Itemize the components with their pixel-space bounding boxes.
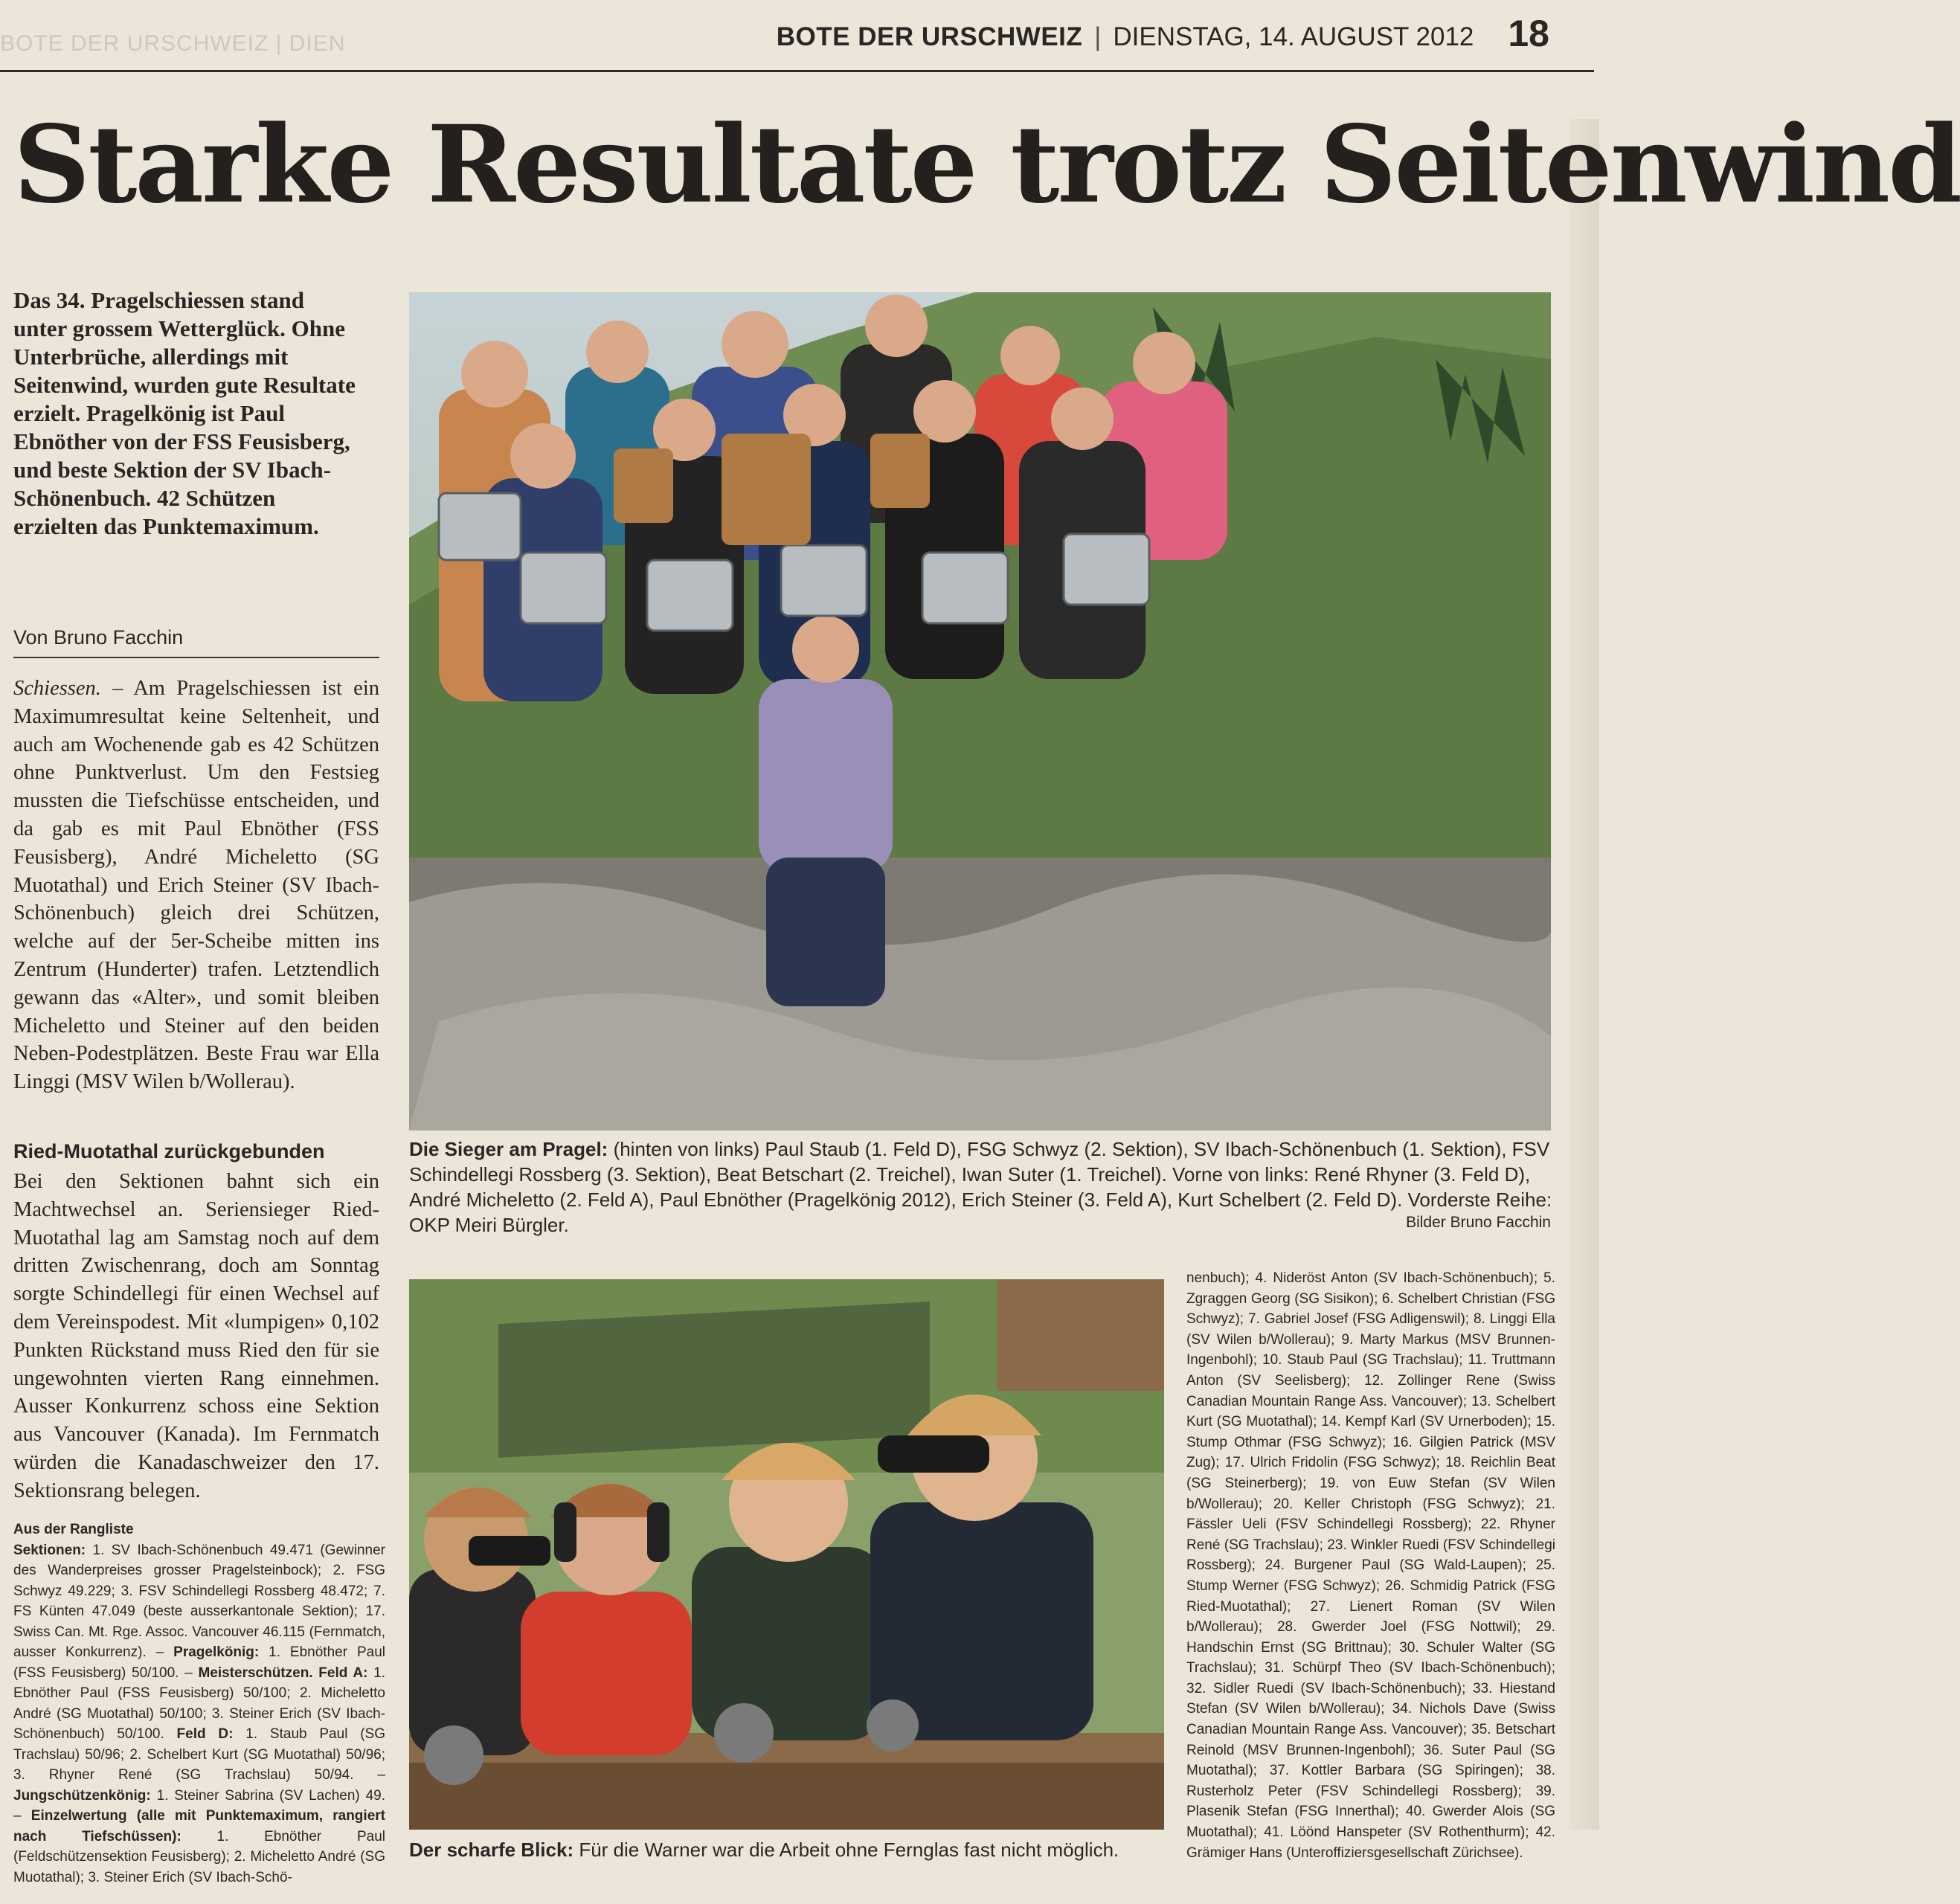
rank-label: Sektionen: (13, 1542, 86, 1558)
caption-lead: Der scharfe Blick: (409, 1839, 574, 1861)
byline-rule (13, 657, 379, 658)
rank-label: Jungschützenkönig: (13, 1787, 151, 1804)
header-rule (0, 70, 1594, 72)
rank-text: 1. Steiner Sabrina (SV Lachen) 49. – (13, 1787, 385, 1824)
dateline-keyword: Schiessen. (13, 677, 101, 700)
rank-text: 1. Ebnöther Paul (FSS Feusisberg) 50/100. – (13, 1644, 386, 1681)
page-header (0, 0, 1594, 68)
intro-paragraph (13, 675, 379, 1096)
spotters-photo-illustration (409, 1279, 1164, 1830)
rank-label: Einzelwertung (alle mit Punktemaximum, rangiert nach Tiefschüssen): (13, 1808, 385, 1844)
photo-credit: Bilder Bruno Facchin (1406, 1214, 1551, 1231)
newspaper-name: BOTE DER URSCHWEIZ (776, 22, 1083, 51)
spotters-photo (409, 1279, 1164, 1830)
rank-label: Pragelkönig: (173, 1644, 260, 1660)
byline: Von Bruno Facchin (13, 626, 184, 649)
rank-text: 1. Staub Paul (SG Trachslau) 50/96; 2. Schelbert Kurt (SG Muotathal) 50/96; 3. Rhyner René (SG Trachslau) 50/94. – (13, 1726, 385, 1783)
winners-photo-illustration (409, 292, 1551, 1130)
masthead (777, 15, 1549, 52)
caption-text: (hinten von links) Paul Staub (1. Feld D), FSG Schwyz (2. Sektion), SV Ibach-Schönenbuch (1. Sektion), FSV Schindellegi Rossberg (3. Sektion), Beat Betschart (2. Treichel), Iwan Suter (1. Treichel). Vorne von links: René Rhyner (3. Feld D), André Micheletto (2. Feld A), Paul Ebnöther (Pragelkönig 2012), Erich Steiner (3. Feld A), Kurt Schelbert (2. Feld D). Vorderste Reihe: OKP Meiri Bürgler. (409, 1138, 1552, 1236)
page-number: 18 (1508, 13, 1549, 54)
adjacent-page-edge (1569, 119, 1599, 1830)
caption-lead: Die Sieger am Pragel: (409, 1138, 608, 1160)
rankings-right: nenbuch); 4. Nideröst Anton (SV Ibach-Schönenbuch); 5. Zgraggen Georg (SG Sisikon); 6. Schelbert Christian (FSG Schwyz); 7. Gabriel Josef (FSG Adligenswil); 8. Linggi Ella (SV Wilen b/Wollerau); 9. Marty Markus (MSV Brunnen-Ingenbohl); 10. Staub Paul (SG Trachslau); 11. Truttmann Anton (SV Seelisberg); 12. Zollinger Rene (Swiss Canadian Mountain Range Ass. Vancouver); 13. Schelbert Kurt (SG Muotathal); 14. Kempf Karl (SV Urnerboden); 15. Stump Othmar (FSG Schwyz); 16. Gilgien Patrick (MSV Zug); 17. Ulrich Fridolin (FSG Schwyz); 18. Reichlin Beat (SG Steinerberg); 19. von Euw Stefan (SV Wilen b/Wollerau); 20. Keller Christoph (FSG Schwyz); 21. Fässler Ueli (FSV Schindellegi Rossberg); 22. Rhyner René (SG Trachslau); 23. Winkler Ruedi (FSV Schindellegi Rossberg); 24. Burgener Paul (SG Wald-Laupen); 25. Stump Werner (FSG Schwyz); 26. Schmidig Patrick (FSG Ried-Muotathal); 27. Lienert Roman (SV Wilen b/Wollerau); 28. Gwerder Joel (FSG Nottwil); 29. Handschin Ernst (SG Brittnau); 30. Schuler Walter (SG Trachslau); 31. Schürpf Theo (SV Ibach-Schönenbuch); 32. Sidler Ruedi (SV Ibach-Schönenbuch); 33. Hiestand Stefan (SV Wilen b/Wollerau); 34. Nichols Dave (Swiss Canadian Mountain Range Ass. Vancouver); 35. Betschart Reinold (MSV Brunnen-Ingenbohl); 36. Suter Paul (SG Muotathal); 37. Kottler Barbara (SG Spiringen); 38. Rusterholz Peter (FSV Schindellegi Rossberg); 39. Plasenik Stefan (FSG Innerthal); 40. Gwerder Alois (SG Muotathal); 41. Löönd Hanspeter (SV Rothenthurm); 42. Grämiger Hans (Unteroffiziersgesellschaft Zürichsee). (1186, 1270, 1555, 1861)
rankings-title: Aus der Rangliste (13, 1522, 134, 1537)
subheading: Ried-Muotathal zurückgebunden (13, 1140, 325, 1162)
top-photo-caption (409, 1136, 1555, 1238)
rankings-left (13, 1519, 385, 1888)
rank-label: Feld D: (176, 1726, 234, 1742)
caption-text: Für die Warner war die Arbeit ohne Fernglas fast nicht möglich. (573, 1839, 1119, 1861)
body-paragraph: Bei den Sektionen bahnt sich ein Machtwechsel an. Seriensieger Ried-Muotathal lag am Samstag noch auf dem dritten Zwischenrang, doch am Sonntag sorgte Schindellegi für einen Wechsel auf dem Vereinspodest. Mit «lumpigen» 0,102 Punkten Rückstand muss Ried den für sie ungewohnten vierten Rang einnehmen. Ausser Konkurrenz schoss eine Sektion aus Vancouver (Kanada). Im Fernmatch würden die Kanadaschweizer den 17. Sektionsrang belegen. (13, 1170, 379, 1502)
rank-label: Meisterschützen. Feld A: (198, 1665, 368, 1681)
lead-paragraph: Das 34. Pragelschiessen stand unter grossem Wetterglück. Ohne Unterbrüche, allerdings mit Seitenwind, wurden gute Resultate erzielt. Pragelkönig ist Paul Ebnöther von der FSS Feusisberg, und beste Sektion der SV Ibach-Schönenbuch. 42 Schützen erzielten das Punktemaximum. (13, 287, 356, 539)
rank-text: 1. SV Ibach-Schönenbuch 49.471 (Gewinner des Wanderpreises grosser Pragelsteinbock); 2. FSG Schwyz 49.229; 3. FSV Schindellegi Rossberg 48.472; 7. FS Künten 47.049 (beste ausserkantonale Sektion); 17. Swiss Can. Mt. Rge. Assoc. Vancouver 46.115 (Fernmatch, ausser Konkurrenz). – (13, 1542, 385, 1660)
intro-text: – Am Pragelschiessen ist ein Maximumresultat keine Seltenheit, und auch am Wochenende gab es 42 Schützen ohne Punktverlust. Um den Festsieg mussten die Tiefschüsse entscheiden, und da gab es mit Paul Ebnöther (FSS Feusisberg), André Micheletto (SG Muotathal) und Erich Steiner (SV Ibach-Schönenbuch) gleich drei Schützen, welche auf der 5er-Scheibe mitten ins Zentrum (Hunderter) trafen. Letztendlich gewann das «Alter», und somit bleiben Micheletto und Steiner auf den beiden Neben-Podestplätzen. Beste Frau war Ella Linggi (MSV Wilen b/Wollerau). (13, 677, 379, 1094)
rank-text: 1. Ebnöther Paul (FSS Feusisberg) 50/100; 2. Micheletto André (SG Muotathal) 50/100; 3. Steiner Erich (SV Ibach-Schönenbuch) 50/100. (13, 1665, 386, 1742)
bottom-photo-caption (409, 1837, 1153, 1862)
winners-group-photo (409, 292, 1551, 1130)
rank-text: 1. Ebnöther Paul (Feldschützensektion Feusisberg); 2. Micheletto André (SG Muotathal); 3. Steiner Erich (SV Ibach-Schö- (13, 1828, 385, 1885)
headline: Starke Resultate trotz Seitenwind (13, 102, 1960, 227)
issue-date: DIENSTAG, 14. AUGUST 2012 (1113, 22, 1474, 51)
bleed-through-text: BOTE DER URSCHWEIZ | DIEN (0, 31, 346, 56)
header-separator: | (1094, 22, 1102, 51)
